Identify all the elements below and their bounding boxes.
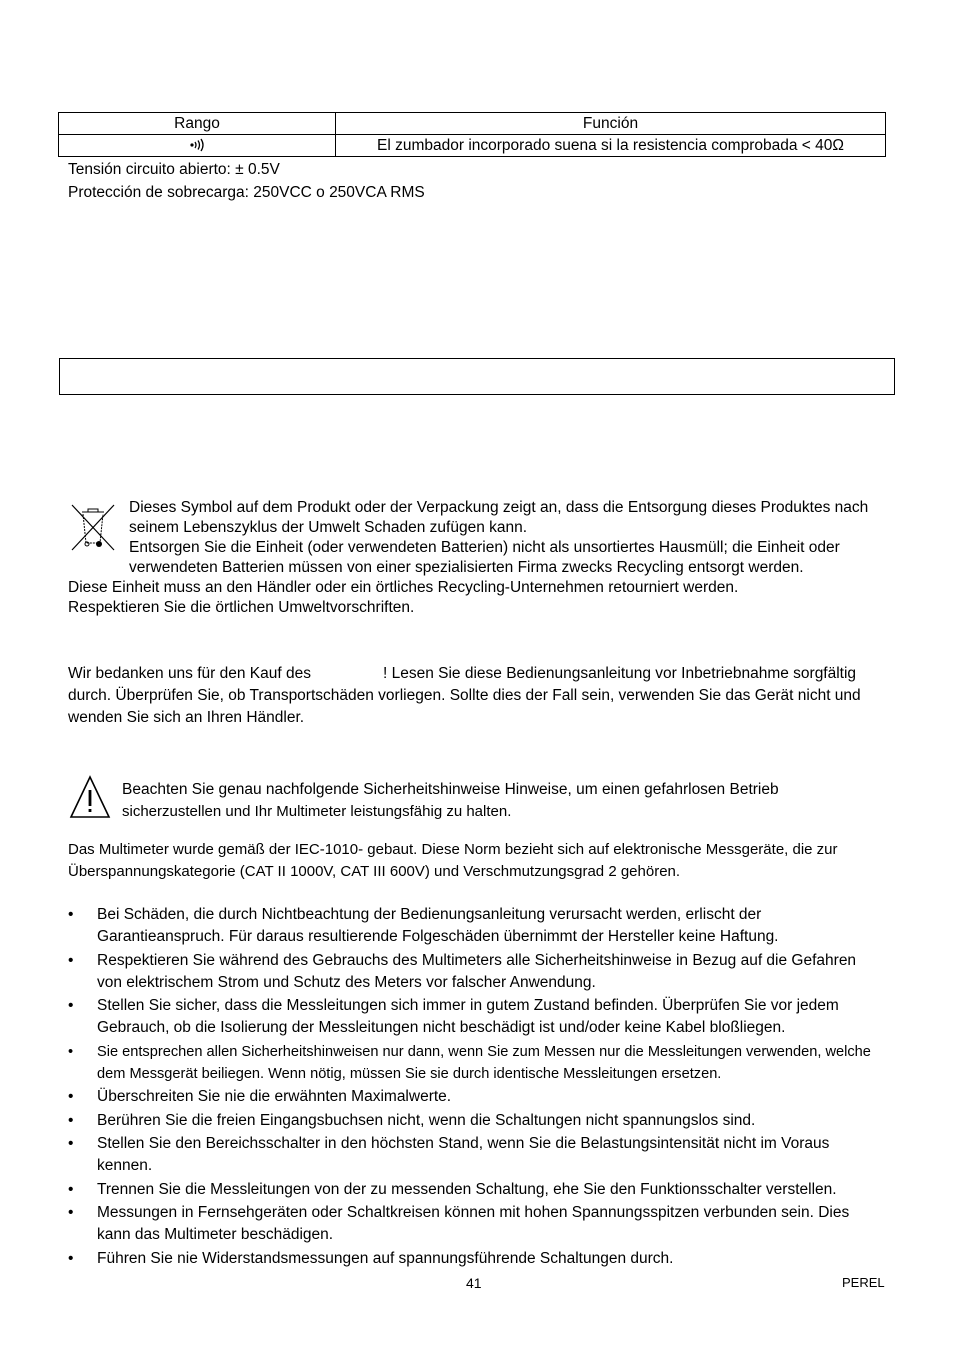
list-item: • Sie entsprechen allen Sicherheitshinweisen nur dann, wenn Sie zum Messen nur die Messleitungen verwenden, welche dem Messgerät beiliegen. Wenn nötig, müssen Sie sie durch identische Messleitungen ersetzen. <box>68 1041 878 1085</box>
table-header-row <box>59 113 886 135</box>
intro-text: wenden Sie sich an Ihren Händler. <box>68 709 305 726</box>
intro-text: durch. Überprüfen Sie, ob Transportschäden vorliegen. Sollte dies der Fall sein, verwenden Sie das Gerät nicht und <box>68 687 861 704</box>
table-cell-range <box>59 135 336 157</box>
warning-line: sicherzustellen und Ihr Multimeter leistungsfähig zu halten. <box>122 803 512 820</box>
buzzer-icon <box>188 138 206 152</box>
table-header-function: Función <box>336 113 886 135</box>
disposal-text <box>129 498 868 578</box>
disposal-line: seinem Lebenszyklus der Umwelt Schaden zufügen kann. <box>129 519 528 536</box>
list-item: • Überschreiten Sie nie die erwähnten Maximalwerte. <box>68 1086 878 1108</box>
overload-protection-note: Protección de sobrecarga: 250VCC o 250VCA RMS <box>68 184 425 201</box>
safety-list <box>68 904 878 1271</box>
list-item: • Berühren Sie die freien Eingangsbuchsen nicht, wenn die Schaltungen nicht spannungslos sind. <box>68 1110 878 1132</box>
section-heading-box <box>59 358 895 395</box>
list-item: • Trennen Sie die Messleitungen von der zu messenden Schaltung, ehe Sie den Funktionsschalter verstellen. <box>68 1179 878 1201</box>
open-circuit-voltage-note: Tensión circuito abierto: ± 0.5V <box>68 161 280 178</box>
page-number: 41 <box>466 1275 482 1291</box>
list-item: • Respektieren Sie während des Gebrauchs des Multimeters alle Sicherheitshinweise in Bezug auf die Gefahren von elektrischem Strom und Schutz des Meters vor falscher Anwendung. <box>68 950 878 994</box>
warning-line: Beachten Sie genau nachfolgende Sicherheitshinweise Hinweise, um einen gefahrlosen Betrieb <box>122 781 779 798</box>
disposal-line: Diese Einheit muss an den Händler oder ein örtliches Recycling-Unternehmen retourniert werden. <box>68 579 739 596</box>
list-item: • Führen Sie nie Widerstandsmessungen auf spannungsführende Schaltungen durch. <box>68 1248 878 1270</box>
list-item: • Bei Schäden, die durch Nichtbeachtung der Bedienungsanleitung verursacht werden, erlischt der Garantieanspruch. Für daraus resultierende Folgeschäden übernimmt der Hersteller keine Haftung. <box>68 904 878 948</box>
disposal-line: Entsorgen Sie die Einheit (oder verwendeten Batterien) nicht als unsortiertes Hausmüll; die Einheit oder <box>129 539 840 556</box>
norm-line: Überspannungskategorie (CAT II 1000V, CAT III 600V) und Verschmutzungsgrad 2 gehören. <box>68 863 681 880</box>
brand-label: PEREL <box>842 1275 885 1290</box>
warning-triangle-icon <box>69 775 111 820</box>
table-cell-function: El zumbador incorporado suena si la resistencia comprobada < 40Ω <box>336 135 886 157</box>
disposal-line: Dieses Symbol auf dem Produkt oder der Verpackung zeigt an, dass die Entsorgung dieses Produktes nach <box>129 499 869 516</box>
list-item: • Stellen Sie sicher, dass die Messleitungen sich immer in gutem Zustand befinden. Überprüfen Sie vor jedem Gebrauch, ob die Isolierung der Messleitungen nicht beschädigt ist und/oder keine Kabel bloßliegen. <box>68 995 878 1039</box>
list-item: • Messungen in Fernsehgeräten oder Schaltkreisen können mit hohen Spannungsspitzen verbunden sein. Dies kann das Multimeter beschädigen. <box>68 1202 878 1246</box>
warning-text <box>122 779 779 823</box>
list-item: • Stellen Sie den Bereichsschalter in den höchsten Stand, wenn Sie die Belastungsintensität nicht im Voraus kennen. <box>68 1133 878 1177</box>
intro-text: ! Lesen Sie diese Bedienungsanleitung vor Inbetriebnahme sorgfältig <box>382 665 857 682</box>
norm-line: Das Multimeter wurde gemäß der IEC-1010- gebaut. Diese Norm bezieht sich auf elektronische Messgeräte, die zur <box>68 841 838 858</box>
table-row <box>59 135 886 157</box>
spec-table <box>58 112 886 157</box>
norm-paragraph <box>68 839 838 883</box>
crossed-out-bin-icon <box>68 500 118 555</box>
intro-text: Wir bedanken uns für den Kauf des <box>68 665 311 682</box>
disposal-line: verwendeten Batterien müssen von einer spezialisierten Firma zwecks Recycling entsorgt werden. <box>129 559 804 576</box>
disposal-line: Respektieren Sie die örtlichen Umweltvorschriften. <box>68 599 415 616</box>
intro-paragraph <box>68 663 861 729</box>
table-header-range: Rango <box>59 113 336 135</box>
